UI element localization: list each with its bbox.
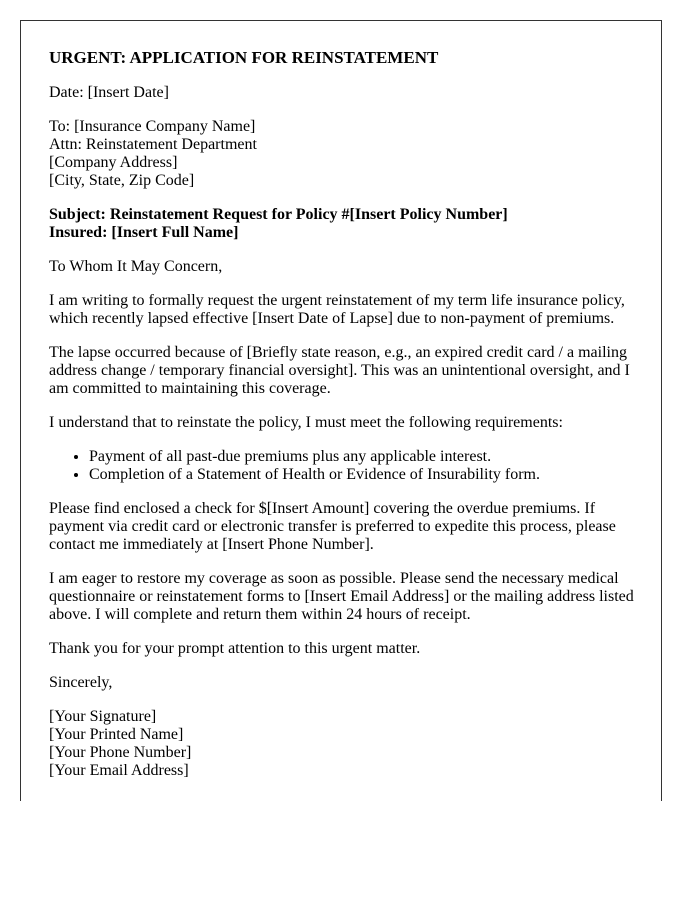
requirements-list (49, 448, 649, 484)
letter-title: URGENT: APPLICATION FOR REINSTATEMENT (49, 48, 439, 67)
subject-line: Subject: Reinstatement Request for Policy #[Insert Policy Number] (49, 206, 508, 223)
list-item: • Payment of all past-due premiums plus any applicable interest. (89, 448, 649, 466)
letter-page (20, 20, 662, 801)
letter-body (49, 21, 649, 780)
recipient-line: [Company Address] (49, 154, 178, 171)
date-line: Date: [Insert Date] (49, 84, 169, 101)
recipient-line: Attn: Reinstatement Department (49, 136, 257, 153)
paragraph: I am writing to formally request the urgent reinstatement of my term life insurance policy, which recently lapsed effective [Insert Date of Lapse] due to non-payment of premiums. (49, 292, 625, 327)
paragraph: The lapse occurred because of [Briefly state reason, e.g., an expired credit card / a mailing address change / temporary financial oversight]. This was an unintentional oversight, and I am committed to maintaining this coverage. (49, 344, 630, 397)
closing: Sincerely, (49, 674, 113, 691)
signature-line: [Your Printed Name] (49, 726, 184, 743)
recipient-line: [City, State, Zip Code] (49, 172, 195, 189)
subject-block (49, 206, 649, 242)
recipient-block (49, 118, 649, 190)
list-item: • Completion of a Statement of Health or Evidence of Insurability form. (89, 466, 649, 484)
recipient-line: To: [Insurance Company Name] (49, 118, 256, 135)
insured-line: Insured: [Insert Full Name] (49, 224, 239, 241)
salutation: To Whom It May Concern, (49, 258, 223, 275)
paragraph: I am eager to restore my coverage as soon as possible. Please send the necessary medical questionnaire or reinstatement forms to [Insert Email Address] or the mailing address listed above. I will complete and return them within 24 hours of receipt. (49, 570, 634, 623)
signature-line: [Your Email Address] (49, 762, 189, 779)
signature-block (49, 708, 649, 780)
paragraph: Thank you for your prompt attention to this urgent matter. (49, 640, 421, 657)
paragraph: I understand that to reinstate the policy, I must meet the following requirements: (49, 414, 563, 431)
paragraph: Please find enclosed a check for $[Insert Amount] covering the overdue premiums. If payment via credit card or electronic transfer is preferred to expedite this process, please contact me immediately at [Insert Phone Number]. (49, 500, 616, 553)
signature-line: [Your Phone Number] (49, 744, 192, 761)
signature-line: [Your Signature] (49, 708, 157, 725)
